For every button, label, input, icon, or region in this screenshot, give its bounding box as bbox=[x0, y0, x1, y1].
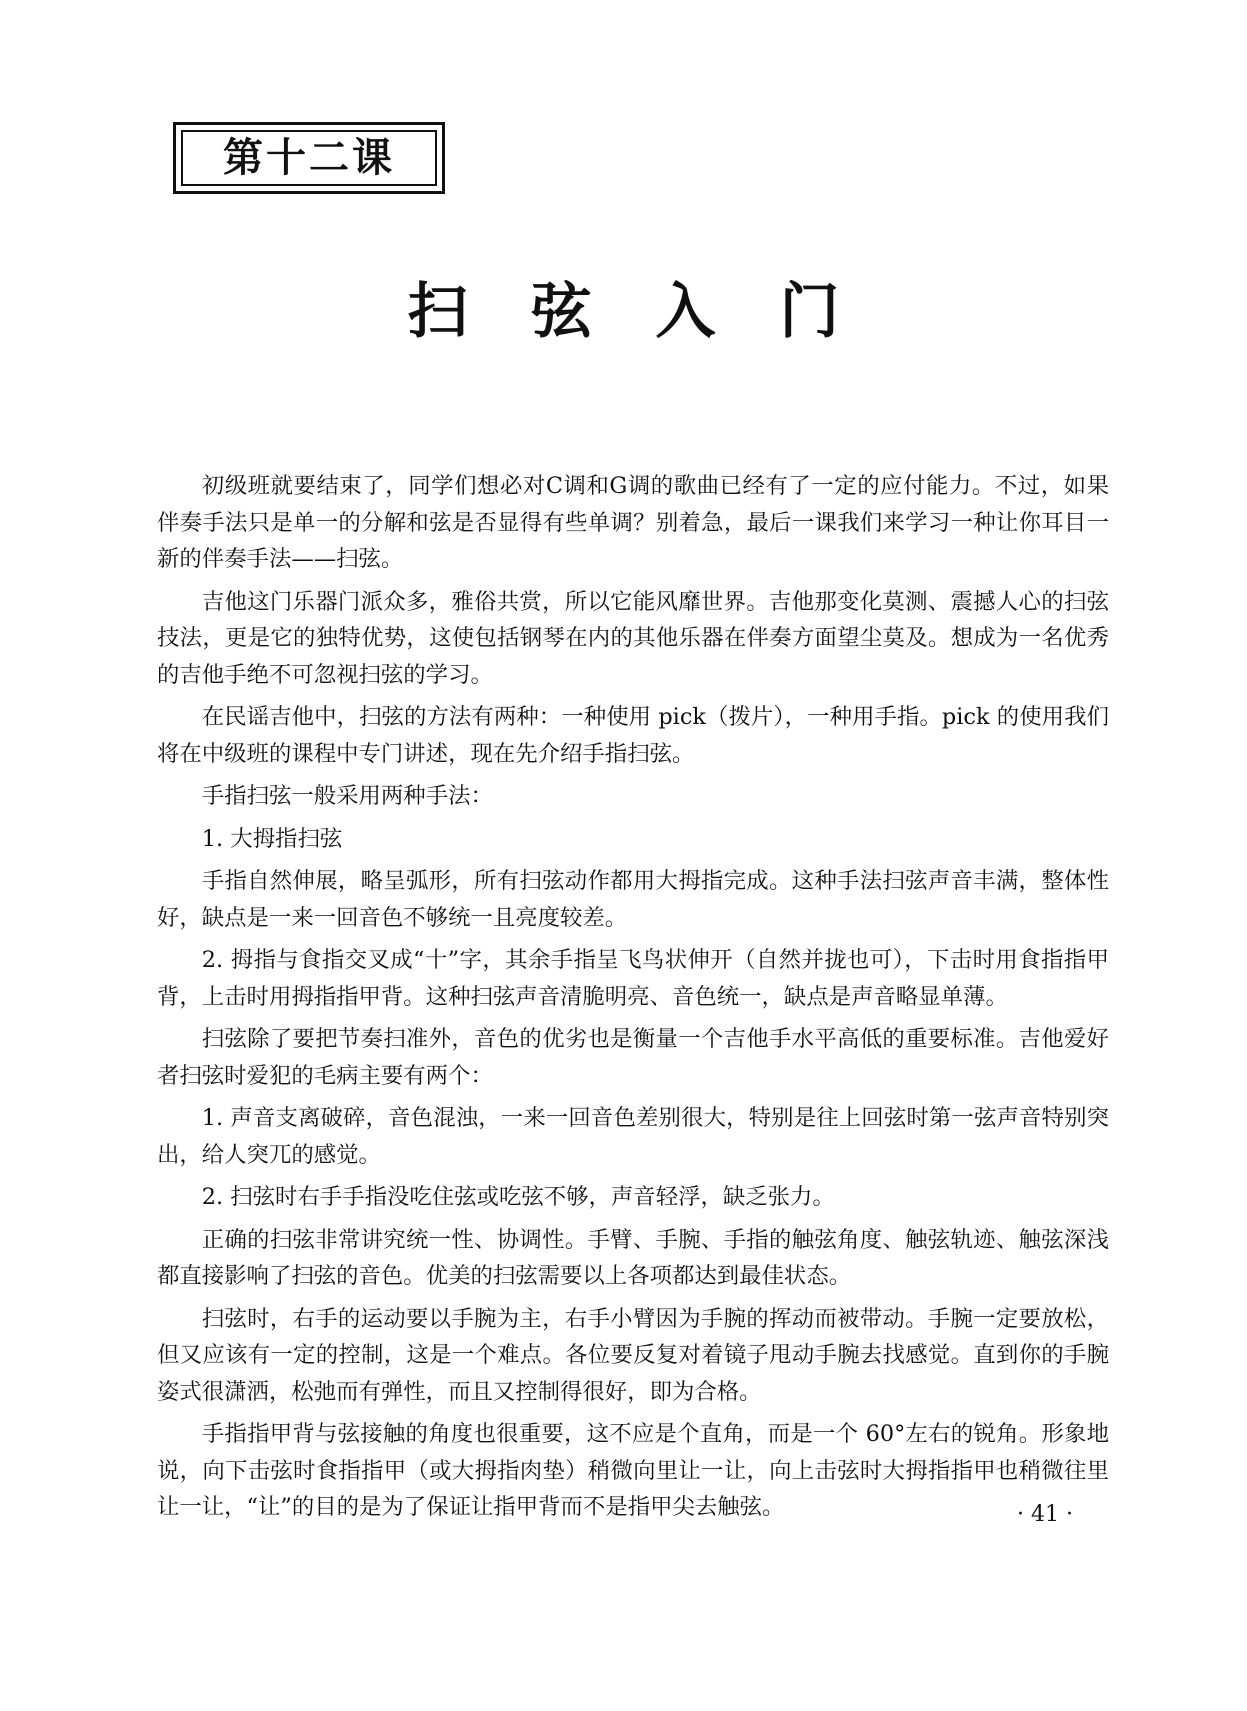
lesson-label-box bbox=[173, 122, 445, 194]
body-text bbox=[157, 468, 1109, 1532]
paragraph: 手指指甲背与弦接触的角度也很重要，这不应是个直角，而是一个 60°左右的锐角。形象地说，向下击弦时食指指甲（或大拇指肉垫）稍微向里让一让，向上击弦时大拇指指甲也稍微往里让一让，“让”的目的是为了保证让指甲背而不是指甲尖去触弦。 bbox=[157, 1421, 1109, 1520]
paragraph: 1. 大拇指扫弦 bbox=[201, 825, 343, 852]
paragraph: 吉他这门乐器门派众多，雅俗共赏，所以它能风靡世界。吉他那变化莫测、震撼人心的扫弦技法，更是它的独特优势，这使包括钢琴在内的其他乐器在伴奏方面望尘莫及。想成为一名优秀的吉他手绝不可忽视扫弦的学习。 bbox=[157, 588, 1109, 688]
paragraph: 手指自然伸展，略呈弧形，所有扫弦动作都用大拇指完成。这种手法扫弦声音丰满，整体性好，缺点是一来一回音色不够统一且亮度较差。 bbox=[157, 868, 1109, 931]
paragraph: 在民谣吉他中，扫弦的方法有两种：一种使用 pick（拨片），一种用手指。pick 的使用我们将在中级班的课程中专门讲述，现在先介绍手指扫弦。 bbox=[157, 704, 1109, 767]
paragraph: 扫弦时，右手的运动要以手腕为主，右手小臂因为手腕的挥动而被带动。手腕一定要放松，但又应该有一定的控制，这是一个难点。各位要反复对着镜子甩动手腕去找感觉。直到你的手腕姿式很潇洒，松弛而有弹性，而且又控制得很好，即为合格。 bbox=[157, 1305, 1109, 1405]
paragraph: 手指扫弦一般采用两种手法： bbox=[201, 783, 493, 809]
paragraph: 初级班就要结束了，同学们想必对C调和G调的歌曲已经有了一定的应付能力。不过，如果伴奏手法只是单一的分解和弦是否显得有些单调？别着急，最后一课我们来学习一种让你耳目一新的伴奏手法——扫弦。 bbox=[157, 473, 1109, 572]
paragraph: 2. 拇指与食指交叉成“十”字，其余手指呈飞鸟状伸开（自然并拢也可），下击时用食指指甲背，上击时用拇指指甲背。这种扫弦声音清脆明亮、音色统一，缺点是声音略显单薄。 bbox=[157, 947, 1109, 1010]
page-number: · 41 · bbox=[1017, 1502, 1073, 1527]
paragraph: 正确的扫弦非常讲究统一性、协调性。手臂、手腕、手指的触弦角度、触弦轨迹、触弦深浅都直接影响了扫弦的音色。优美的扫弦需要以上各项都达到最佳状态。 bbox=[157, 1226, 1109, 1289]
paragraph: 1. 声音支离破碎，音色混浊，一来一回音色差别很大，特别是往上回弦时第一弦声音特别突出，给人突兀的感觉。 bbox=[157, 1105, 1109, 1168]
chapter-title: 扫弦入门 bbox=[407, 277, 904, 347]
paragraph: 扫弦除了要把节奏扫准外，音色的优劣也是衡量一个吉他手水平高低的重要标准。吉他爱好者扫弦时爱犯的毛病主要有两个： bbox=[157, 1026, 1109, 1089]
lesson-label: 第十二课 bbox=[223, 135, 395, 181]
paragraph: 2. 扫弦时右手手指没吃住弦或吃弦不够，声音轻浮，缺乏张力。 bbox=[201, 1184, 835, 1210]
lesson-label-frame bbox=[181, 130, 437, 186]
